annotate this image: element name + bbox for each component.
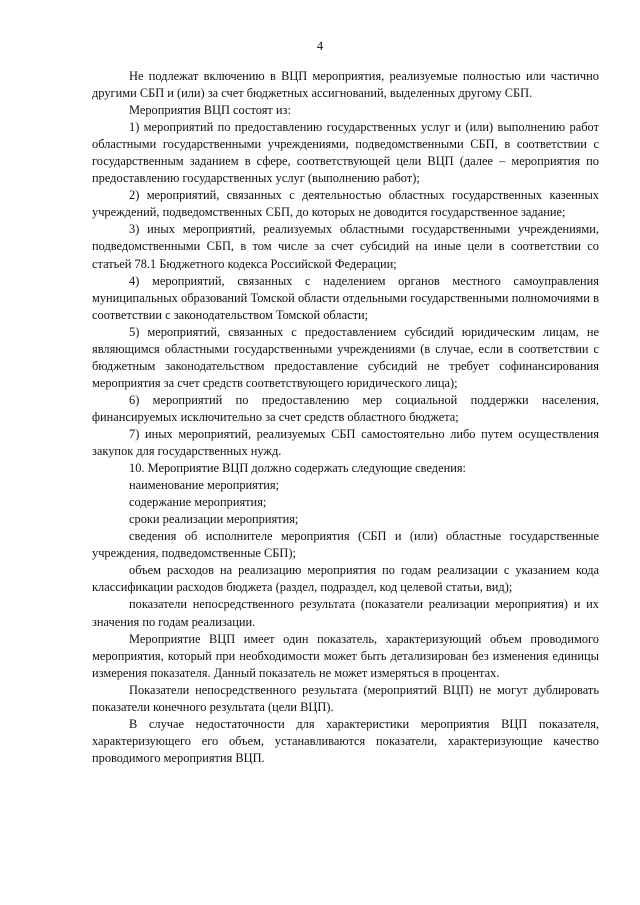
list-item-4: 4) мероприятий, связанных с наделением органов местного самоуправления муниципальных образований Томской области отдельными государственными полномочиями в соответствии с законодательством Томской области; [92,273,599,322]
page-number: 4 [316,39,324,53]
list-item-2: 2) мероприятий, связанных с деятельностью областных государственных казенных учреждений, подведомственных СБП, до которых не доводится государственное задание; [92,188,599,220]
paragraph-quality-indicators: В случае недостаточности для характеристики мероприятия ВЦП показателя, характеризующего его объем, устанавливаются показатели, характеризующие качество проводимого мероприятия ВЦП. [92,716,599,765]
list-item-5: 5) мероприятий, связанных с предоставлением субсидий юридическим лицам, не являющимся областными государственными учреждениями (в случае, если в соответствии с бюджетным законодательством предоставление субсидий не требует софинансирования мероприятия за счет средств соответствующего юридического лица); [92,324,599,390]
paragraph-composition-intro: Мероприятия ВЦП состоят из: [129,103,291,118]
section-10-heading: 10. Мероприятие ВЦП должно содержать следующие сведения: [129,461,466,476]
required-info-indicators: показатели непосредственного результата (показатели реализации мероприятия) и их значения по годам реализации. [92,597,599,629]
list-item-3: 3) иных мероприятий, реализуемых областными государственными учреждениями, подведомственными СБП, в том числе за счет субсидий на иные цели в соответствии со статьей 78.1 Бюджетного кодекса Российской Федерации; [92,222,599,271]
list-item-6: 6) мероприятий по предоставлению мер социальной поддержки населения, финансируемых исключительно за счет средств областного бюджета; [92,392,599,424]
list-item-1: 1) мероприятий по предоставлению государственных услуг и (или) выполнению работ областными государственными учреждениями, подведомственными СБП, в соответствии с государственным заданием в сфере, соответствующей цели ВЦП (далее – мероприятия по предоставлению государственных услуг (выполнению работ); [92,120,599,186]
required-info-executor: сведения об исполнителе мероприятия (СБП и (или) областные государственные учреждения, подведомственные СБП); [92,529,599,561]
required-info-content: содержание мероприятия; [129,495,267,510]
paragraph-single-indicator: Мероприятие ВЦП имеет один показатель, характеризующий объем проводимого мероприятия, который при необходимости может быть детализирован без изменения единицы измерения показателя. Данный показатель не может измеряться в процентах. [92,631,599,680]
document-body [92,68,599,767]
required-info-name: наименование мероприятия; [129,478,280,493]
paragraph-exclusion: Не подлежат включению в ВЦП мероприятия, реализуемые полностью или частично другими СБП и (или) за счет бюджетных ассигнований, выделенных другому СБП. [92,69,599,101]
paragraph-no-duplication: Показатели непосредственного результата (мероприятий ВЦП) не могут дублировать показатели конечного результата (цели ВЦП). [92,682,599,714]
required-info-expenses: объем расходов на реализацию мероприятия по годам реализации с указанием кода классификации расходов бюджета (раздел, подраздел, код целевой статьи, вид); [92,563,599,595]
required-info-terms: сроки реализации мероприятия; [129,512,299,527]
list-item-7: 7) иных мероприятий, реализуемых СБП самостоятельно либо путем осуществления закупок для государственных нужд. [92,426,599,459]
